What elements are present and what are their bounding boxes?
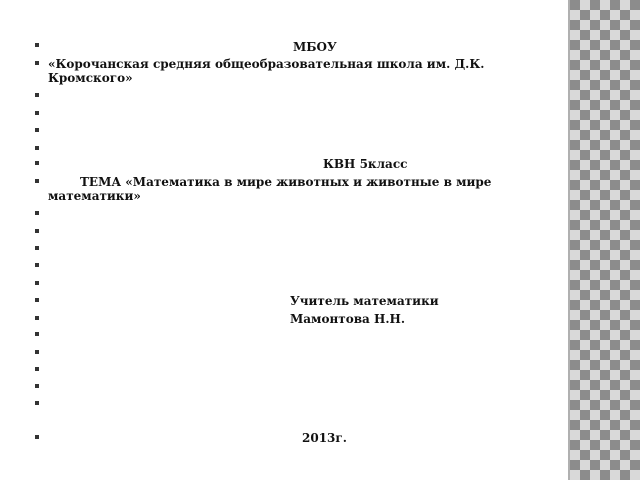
bullet (35, 435, 39, 439)
bullet (35, 211, 39, 215)
bullet (35, 246, 39, 250)
org-title: МБОУ (293, 40, 337, 54)
bullet (35, 350, 39, 354)
teacher-role: Учитель математики (290, 294, 439, 308)
bullet (35, 111, 39, 115)
bullet (35, 161, 39, 165)
bullet (35, 384, 39, 388)
bullet (35, 61, 39, 65)
bullet (35, 229, 39, 233)
bullet (35, 316, 39, 320)
bullet (35, 401, 39, 405)
event-title: КВН 5класс (323, 157, 408, 171)
bullet (35, 263, 39, 267)
bullet (35, 298, 39, 302)
bullet (35, 93, 39, 97)
teacher-name: Мамонтова Н.Н. (290, 312, 406, 326)
bullet (35, 281, 39, 285)
decorative-pattern-sidebar (570, 0, 640, 480)
year: 2013г. (302, 431, 347, 445)
bullet (35, 179, 39, 183)
bullet (35, 146, 39, 150)
bullet (35, 43, 39, 47)
bullet (35, 367, 39, 371)
bullet (35, 128, 39, 132)
bullet (35, 332, 39, 336)
topic-title: ТЕМА «Математика в мире животных и животные в мире математики» (48, 175, 492, 203)
school-name: «Корочанская средняя общеобразовательная школа им. Д.К. Кромского» (48, 57, 485, 85)
